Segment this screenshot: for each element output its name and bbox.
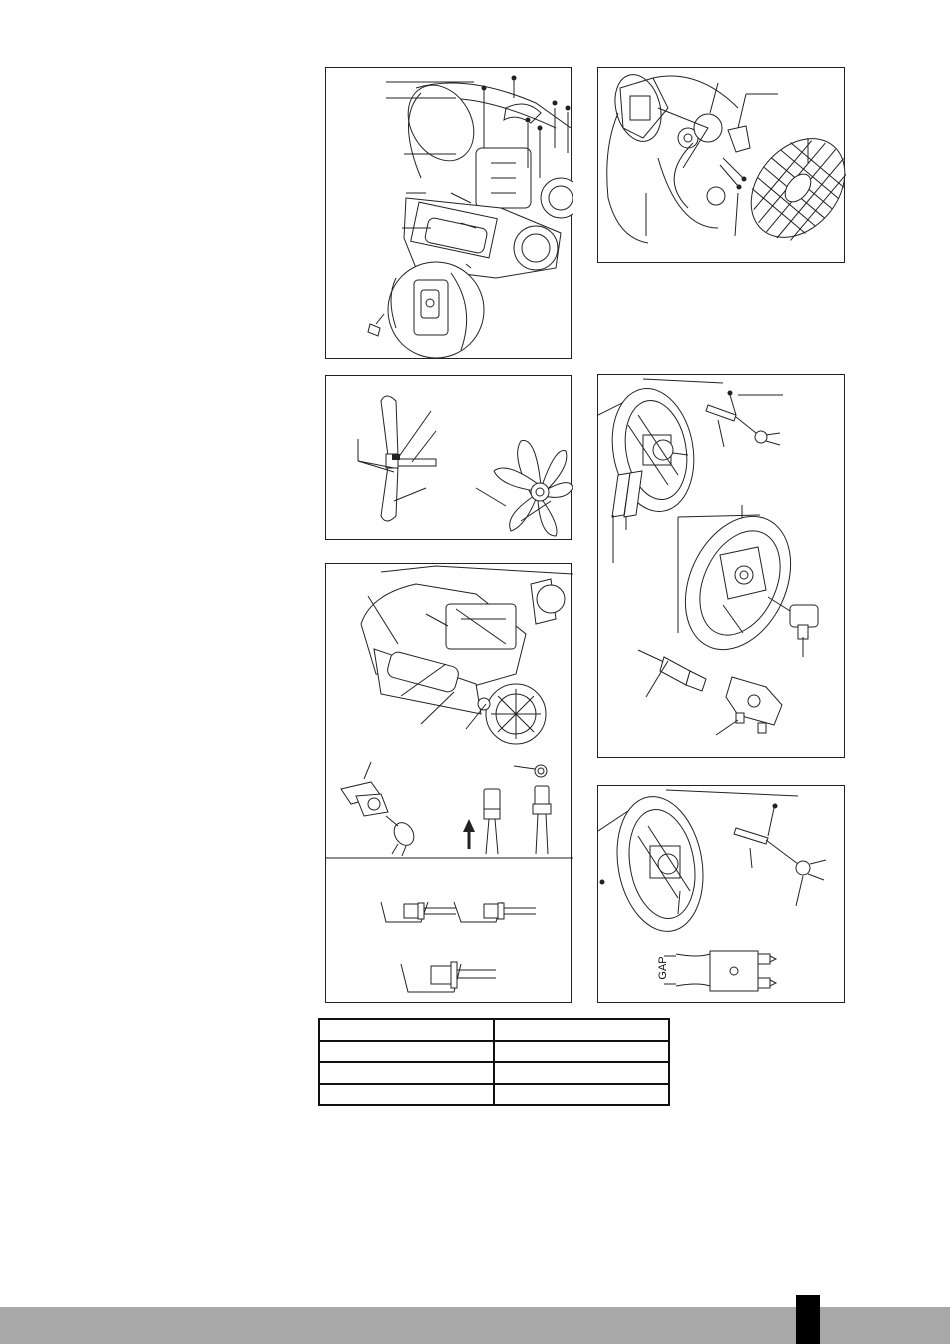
gap-label: GAP <box>657 956 669 980</box>
table-row <box>319 1019 669 1041</box>
table-row <box>319 1084 669 1106</box>
electrode-gap-illustration <box>598 786 846 1004</box>
table-cell <box>494 1062 669 1084</box>
table-row <box>319 1062 669 1084</box>
figure-housing-removal <box>325 67 572 359</box>
photocell-illustration <box>326 564 573 1004</box>
table-cell <box>319 1084 494 1106</box>
fan-perspective <box>494 441 573 536</box>
table-cell <box>319 1062 494 1084</box>
figure-fan-blade <box>325 375 572 540</box>
housing-illustration <box>326 68 573 360</box>
table-cell <box>319 1019 494 1041</box>
figure-fan-guard <box>597 67 845 263</box>
spec-table <box>318 1018 670 1106</box>
table-cell <box>494 1041 669 1063</box>
page-tab-marker <box>796 1295 820 1344</box>
figure-photocell <box>325 563 572 1003</box>
nozzle-electrode-illustration <box>598 375 846 759</box>
table-cell <box>494 1084 669 1106</box>
fan-blade-illustration <box>326 376 573 541</box>
table-cell <box>494 1019 669 1041</box>
table-row <box>319 1041 669 1063</box>
figure-nozzle-electrode <box>597 374 845 758</box>
table-cell <box>319 1041 494 1063</box>
figure-electrode-gap <box>597 785 845 1003</box>
fan-guard-illustration <box>598 68 846 264</box>
